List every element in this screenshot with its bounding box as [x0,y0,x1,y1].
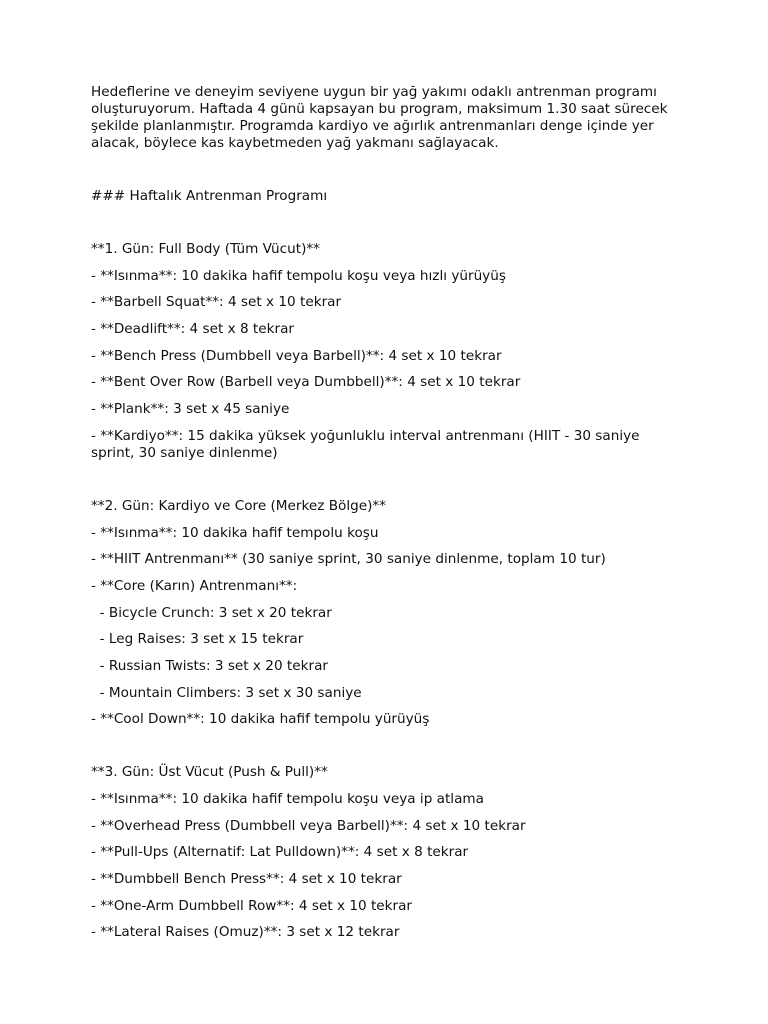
list-item: - **One-Arm Dumbbell Row**: 4 set x 10 tekrar [91,897,413,914]
list-item: - **Bent Over Row (Barbell veya Dumbbell)**: 4 set x 10 tekrar [91,374,521,391]
list-item: - **Barbell Squat**: 4 set x 10 tekrar [91,294,342,311]
list-item: - **Dumbbell Bench Press**: 4 set x 10 tekrar [91,871,402,888]
list-item: - Russian Twists: 3 set x 20 tekrar [91,657,328,674]
list-item: - **Deadlift**: 4 set x 8 tekrar [91,321,295,338]
list-item: - Mountain Climbers: 3 set x 30 saniye [91,684,362,701]
day-title: **3. Gün: Üst Vücut (Push & Pull)** [91,764,328,781]
day-section-1 [91,241,681,462]
list-item: - **Lateral Raises (Omuz)**: 3 set x 12 tekrar [91,924,400,941]
program-heading: ### Haftalık Antrenman Programı [91,188,328,204]
list-item: - **Plank**: 3 set x 45 saniye [91,401,290,418]
document-page [91,84,681,941]
list-item: - **Isınma**: 10 dakika hafif tempolu koşu [91,524,379,541]
day-section-3 [91,764,681,941]
day-section-2 [91,498,681,729]
list-item: - **Bench Press (Dumbbell veya Barbell)**: 4 set x 10 tekrar [91,347,502,364]
day-sections [91,241,681,941]
list-item: - Leg Raises: 3 set x 15 tekrar [91,631,304,648]
list-item: - **Core (Karın) Antrenmanı**: [91,577,298,594]
list-item: - **HIIT Antrenmanı** (30 saniye sprint, 30 saniye dinlenme, toplam 10 tur) [91,551,606,568]
list-item: - Bicycle Crunch: 3 set x 20 tekrar [91,604,332,621]
list-item: - **Isınma**: 10 dakika hafif tempolu koşu veya hızlı yürüyüş [91,267,506,284]
day-title: **1. Gün: Full Body (Tüm Vücut)** [91,241,320,257]
intro-paragraph: Hedeflerine ve deneyim seviyene uygun bir yağ yakımı odaklı antrenman programı oluşturuyorum. Haftada 4 günü kapsayan bu program, maksimum 1.30 saat sürecek şekilde planlanmıştır. Programda kardiyo ve ağırlık antrenmanları denge içinde yer alacak, böylece kas kaybetmeden yağ yakmanı sağlayacak. [91,84,668,151]
list-item: - **Kardiyo**: 15 dakika yüksek yoğunluklu interval antrenmanı (HIIT - 30 saniye sprint, 30 saniye dinlenme) [91,427,644,461]
list-item: - **Isınma**: 10 dakika hafif tempolu koşu veya ip atlama [91,791,484,807]
list-item: - **Cool Down**: 10 dakika hafif tempolu yürüyüş [91,711,430,728]
list-item: - **Pull-Ups (Alternatif: Lat Pulldown)**: 4 set x 8 tekrar [91,844,469,861]
list-item: - **Overhead Press (Dumbbell veya Barbell)**: 4 set x 10 tekrar [91,817,526,834]
day-title: **2. Gün: Kardiyo ve Core (Merkez Bölge)** [91,497,387,514]
